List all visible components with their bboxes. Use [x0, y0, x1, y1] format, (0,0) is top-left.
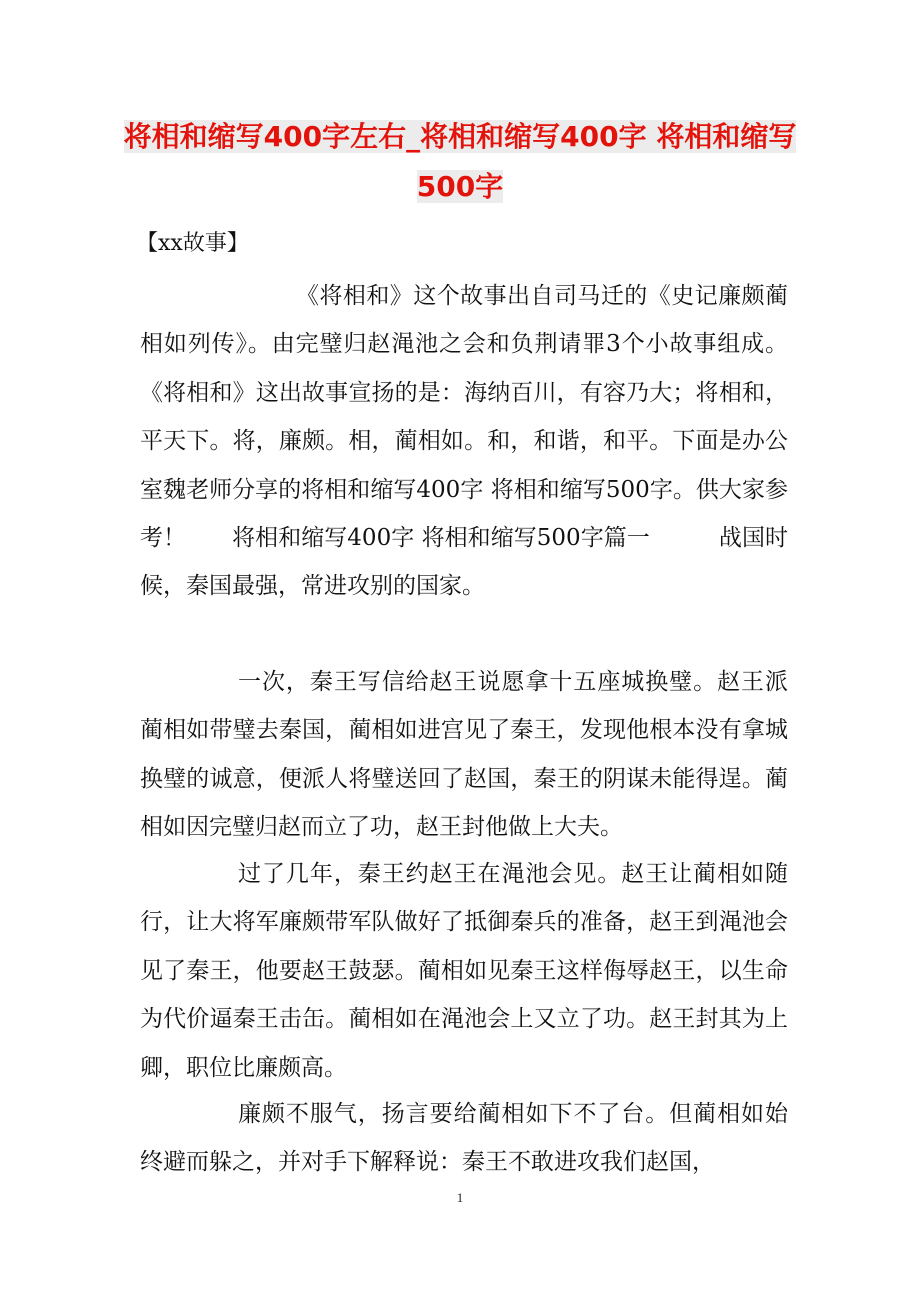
section-tag: 【xx故事】 — [136, 231, 249, 256]
paragraph-intro: 《将相和》这个故事出自司马迁的《史记廉颇蔺相如列传》。由完璧归赵渑池之会和负荆请罪3个小故事组成。《将相和》这出故事宣扬的是：海纳百川，有容乃大；将相和，平天下。将，廉颇。相，蔺相如。和，和谐，和平。下面是办公室魏老师分享的将相和缩写400字 将相和缩写500字。供大家参考！ 将相和缩写400字 将相和缩写500字篇一 战国时候，秦国最强，常进攻别的国家。 — [140, 283, 788, 600]
paragraph-mianchi-meeting: 过了几年，秦王约赵王在渑池会见。赵王让蔺相如随行，让大将军廉颇带军队做好了抵御秦兵的准备，赵王到渑池会见了秦王，他要赵王鼓瑟。蔺相如见秦王这样侮辱赵王，以生命为代价逼秦王击缶。蔺相如在渑池会上又立了功。赵王封其为上卿，职位比廉颇高。 — [140, 861, 788, 1081]
page-number: 1 — [456, 1190, 464, 1205]
paragraph-lianpo-dispute: 廉颇不服气，扬言要给蔺相如下不了台。但蔺相如始终避而躲之，并对手下解释说：秦王不敢进攻我们赵国， — [140, 1101, 788, 1176]
document-title-text: 将相和缩写400字左右_将相和缩写400字 将相和缩写500字 — [123, 120, 797, 203]
document-title — [120, 112, 800, 212]
paragraph-wanbi-guizhao: 一次，秦王写信给赵王说愿拿十五座城换璧。赵王派蔺相如带璧去秦国，蔺相如进宫见了秦王，发现他根本没有拿城换璧的诚意，便派人将璧送回了赵国，秦王的阴谋未能得逞。蔺相如因完璧归赵而立了功，赵王封他做上大夫。 — [140, 669, 788, 841]
